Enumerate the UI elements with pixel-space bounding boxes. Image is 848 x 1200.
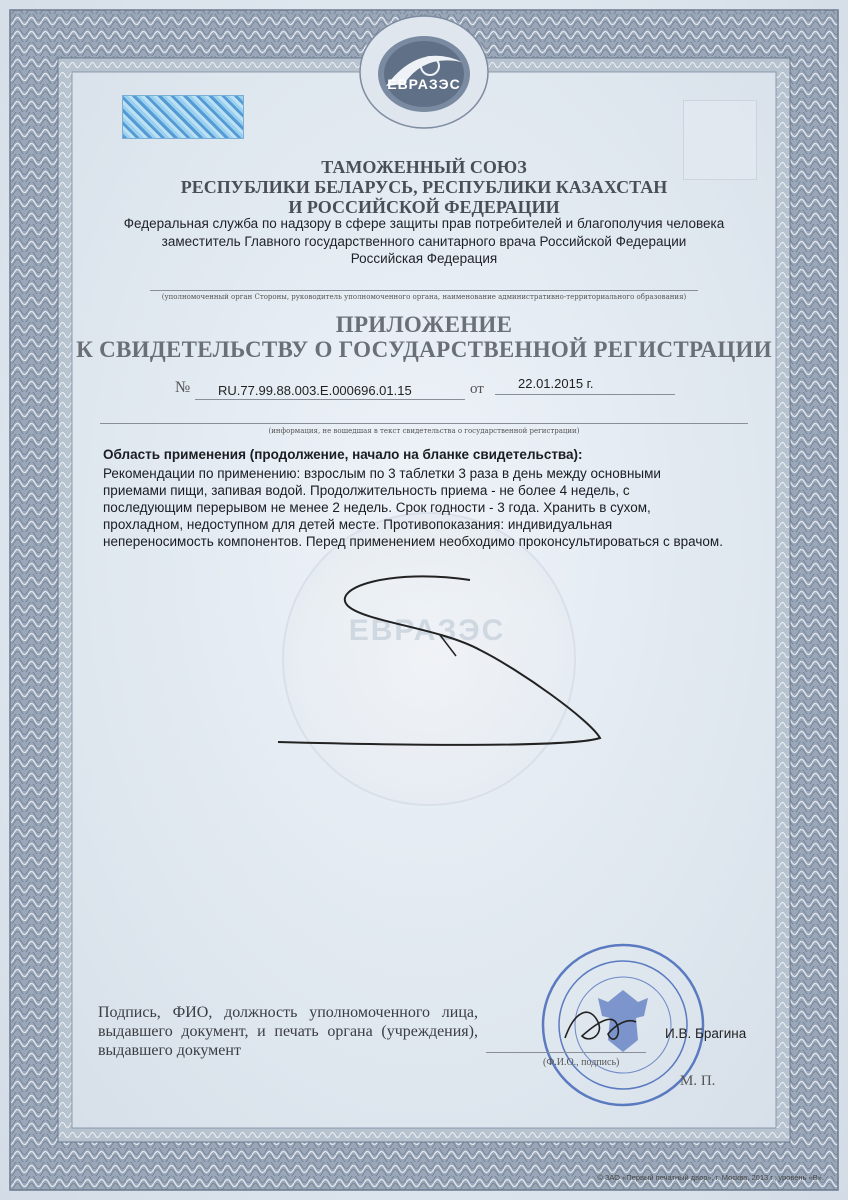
signature-label: Подпись, ФИО, должность уполномоченного лица, выдавшего документ, и печать органа (учреждения), выдавшего документ bbox=[98, 1004, 478, 1059]
signature-underline bbox=[486, 1052, 646, 1053]
handwritten-signature bbox=[270, 570, 610, 760]
document-title-line1: ПРИЛОЖЕНИЕ bbox=[335, 312, 513, 337]
signer-name: И.В. Брагина bbox=[665, 1026, 747, 1041]
signer-caption: (Ф.И.О., подпись) bbox=[543, 1057, 620, 1068]
body-line: приемами пищи, запивая водой. Продолжительность приема - не более 4 недель, с bbox=[103, 483, 630, 498]
signature-scribble bbox=[560, 1000, 640, 1050]
body-line: Рекомендации по применению: взрослым по 3 таблетки 3 раза в день между основными bbox=[103, 466, 661, 481]
seal-mark: М. П. bbox=[680, 1073, 716, 1089]
scope-title: Область применения (продолжение, начало на бланке свидетельства): bbox=[103, 447, 583, 462]
hologram bbox=[122, 95, 244, 139]
watermark-text: ЕВРАЗЭС bbox=[348, 614, 506, 647]
document-title-line2: К СВИДЕТЕЛЬСТВУ О ГОСУДАРСТВЕННОЙ РЕГИСТРАЦИИ bbox=[76, 337, 772, 362]
body-line: последующим перерывом не менее 2 недель. Срок годности - 3 года. Хранить в сухом, bbox=[103, 500, 651, 515]
date-underline bbox=[495, 394, 675, 395]
body-line: прохладном, недоступном для детей месте. Противопоказания: индивидуальная bbox=[103, 517, 613, 532]
registration-date: 22.01.2015 г. bbox=[518, 376, 594, 391]
authority-line3: Российская Федерация bbox=[350, 251, 498, 266]
printer-footer: © ЗАО «Первый печатный двор», г. Москва, 2013 г., уровень «В». bbox=[597, 1173, 824, 1182]
authority-line2: заместитель Главного государственного санитарного врача Российской Федерации bbox=[161, 234, 687, 249]
authority-caption: (уполномоченный орган Стороны, руководитель уполномоченного органа, наименование административно-территориального образования) bbox=[161, 293, 687, 301]
registration-number: RU.77.99.88.003.E.000696.01.15 bbox=[218, 383, 412, 398]
union-title-line3: И РОССИЙСКОЙ ФЕДЕРАЦИИ bbox=[288, 197, 560, 217]
number-sign: № bbox=[175, 379, 191, 396]
logo-text: ЕВРАЗЭС bbox=[387, 76, 461, 92]
body-line: непереносимость компонентов. Перед применением необходимо проконсультироваться с врачом. bbox=[103, 534, 723, 549]
union-title-line1: ТАМОЖЕННЫЙ СОЮЗ bbox=[321, 157, 527, 177]
info-caption: (информация, не вошедшая в текст свидетельства о государственной регистрации) bbox=[268, 427, 580, 435]
divider bbox=[100, 423, 748, 424]
union-title-line2: РЕСПУБЛИКИ БЕЛАРУСЬ, РЕСПУБЛИКИ КАЗАХСТАН bbox=[180, 177, 668, 197]
from-label: от bbox=[470, 381, 484, 397]
divider bbox=[150, 290, 698, 291]
authority-line1: Федеральная служба по надзору в сфере защиты прав потребителей и благополучия человека bbox=[123, 216, 725, 231]
number-underline bbox=[195, 399, 465, 400]
